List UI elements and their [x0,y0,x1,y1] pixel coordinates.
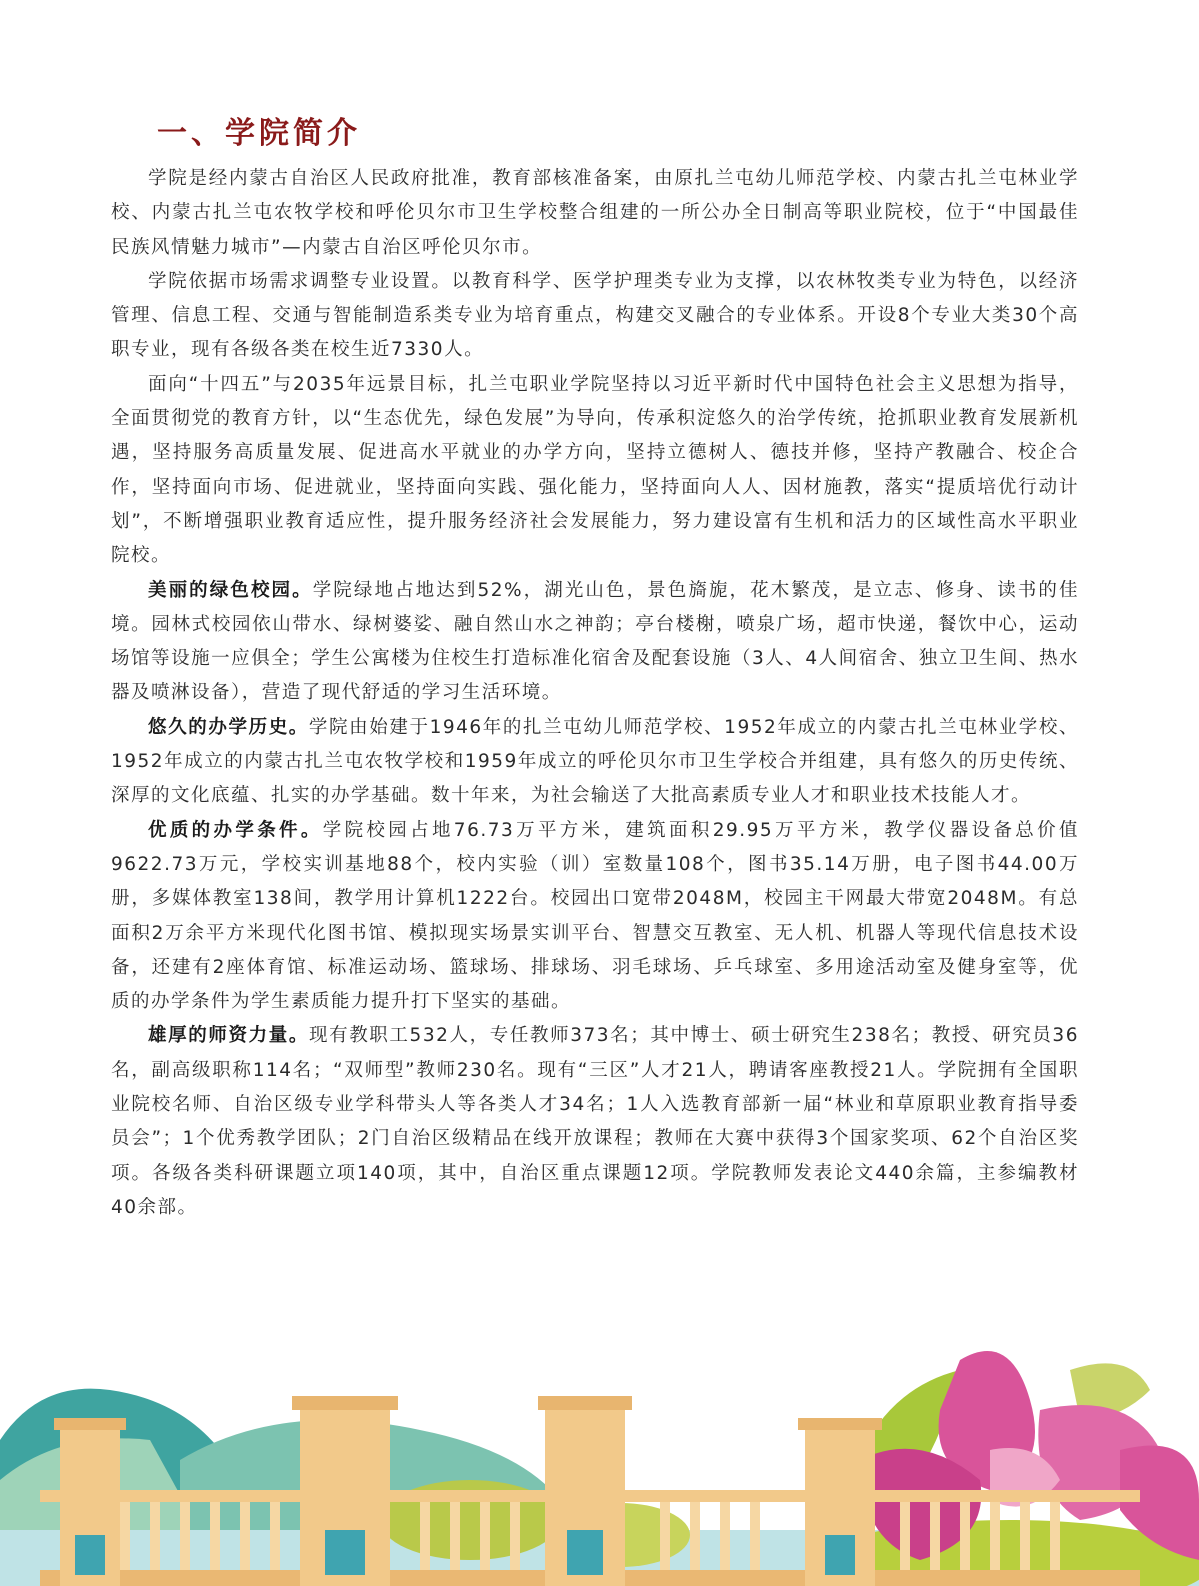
paragraph-text: 学院校园占地76.73万平方米，建筑面积29.95万平方米，教学仪器设备总价值9622.73万元，学校实训基地88个，校内实验（训）室数量108个，图书35.14万册，电子图书44.00万册，多媒体教室138间，教学用计算机1222台。校园出口宽带2048M，校园主干网最大带宽2048M。有总面积2万余平方米现代化图书馆、模拟现实场景实训平台、智慧交互教室、无人机、机器人等现代信息技术设备，还建有2座体育馆、标准运动场、篮球场、排球场、羽毛球场、乒乓球室、多用途活动室及健身室等，优质的办学条件为学生素质能力提升打下坚实的基础。 [111,819,1079,1013]
paragraph-majors [111,265,1079,368]
paragraph-lead: 美丽的绿色校园。 [148,579,313,601]
pillar-shape [798,1418,882,1586]
paragraph-lead: 悠久的办学历史。 [148,716,309,738]
bottom-decoration-illustration [0,1330,1199,1586]
page-content [111,108,1079,1225]
paragraph-intro [111,162,1079,265]
section-title: 一、学院简介 [157,116,361,151]
pillar-shape [292,1396,398,1586]
paragraph-lead: 雄厚的师资力量。 [148,1025,309,1047]
paragraph-text: 学院是经内蒙古自治区人民政府批准，教育部核准备案，由原扎兰屯幼儿师范学校、内蒙古扎兰屯林业学校、内蒙古扎兰屯农牧学校和呼伦贝尔市卫生学校整合组建的一所公办全日制高等职业院校，位于“中国最佳民族风情魅力城市”—内蒙古自治区呼伦贝尔市。 [111,168,1079,258]
paragraph-faculty [111,1019,1079,1225]
paragraph-text: 学院由始建于1946年的扎兰屯幼儿师范学校、1952年成立的内蒙古扎兰屯林业学校、1952年成立的内蒙古扎兰屯农牧学校和1959年成立的呼伦贝尔市卫生学校合并组建，具有悠久的历史传统、深厚的文化底蕴、扎实的办学基础。数十年来，为社会输送了大批高素质专业人才和职业技术技能人才。 [111,716,1079,807]
pillar-shape [538,1396,632,1586]
paragraph-text: 面向“十四五”与2035年远景目标，扎兰屯职业学院坚持以习近平新时代中国特色社会主义思想为指导，全面贯彻党的教育方针，以“生态优先，绿色发展”为导向，传承积淀悠久的治学传统，抢抓职业教育发展新机遇，坚持服务高质量发展、促进高水平就业的办学方向，坚持立德树人、德技并修，坚持产教融合、校企合作，坚持面向市场、促进就业，坚持面向实践、强化能力，坚持面向人人、因材施教，落实“提质培优行动计划”，不断增强职业教育适应性，提升服务经济社会发展能力，努力建设富有生机和活力的区域性高水平职业院校。 [111,373,1079,567]
paragraph-campus [111,574,1079,711]
paragraph-lead: 优质的办学条件。 [148,819,323,841]
paragraph-text: 学院绿地占地达到52%，湖光山色，景色旖旎，花木繁茂，是立志、修身、读书的佳境。园林式校园依山带水、绿树婆娑、融自然山水之神韵；亭台楼榭，喷泉广场，超市快递，餐饮中心，运动场馆等设施一应俱全；学生公寓楼为住校生打造标准化宿舍及配套设施（3人、4人间宿舍、独立卫生间、热水器及喷淋设备），营造了现代舒适的学习生活环境。 [111,579,1079,704]
paragraph-conditions [111,814,1079,1020]
pillar-shape [54,1418,126,1586]
paragraph-text: 学院依据市场需求调整专业设置。以教育科学、医学护理类专业为支撑，以农林牧类专业为特色，以经济管理、信息工程、交通与智能制造系类专业为培育重点，构建交叉融合的专业体系。开设8个专业大类30个高职专业，现有各级各类在校生近7330人。 [111,270,1079,361]
paragraph-history [111,711,1079,814]
paragraph-text: 现有教职工532人，专任教师373名；其中博士、硕士研究生238名；教授、研究员36名，副高级职称114名；“双师型”教师230名。现有“三区”人才21人，聘请客座教授21人。学院拥有全国职业院校名师、自治区级专业学科带头人等各类人才34名；1人入选教育部新一届“林业和草原职业教育指导委员会”；1个优秀教学团队；2门自治区级精品在线开放课程；教师在大赛中获得3个国家奖项、62个自治区奖项。各级各类科研课题立项140项，其中，自治区重点课题12项。学院教师发表论文440余篇，主参编教材40余部。 [111,1025,1079,1218]
paragraph-goals [111,368,1079,574]
